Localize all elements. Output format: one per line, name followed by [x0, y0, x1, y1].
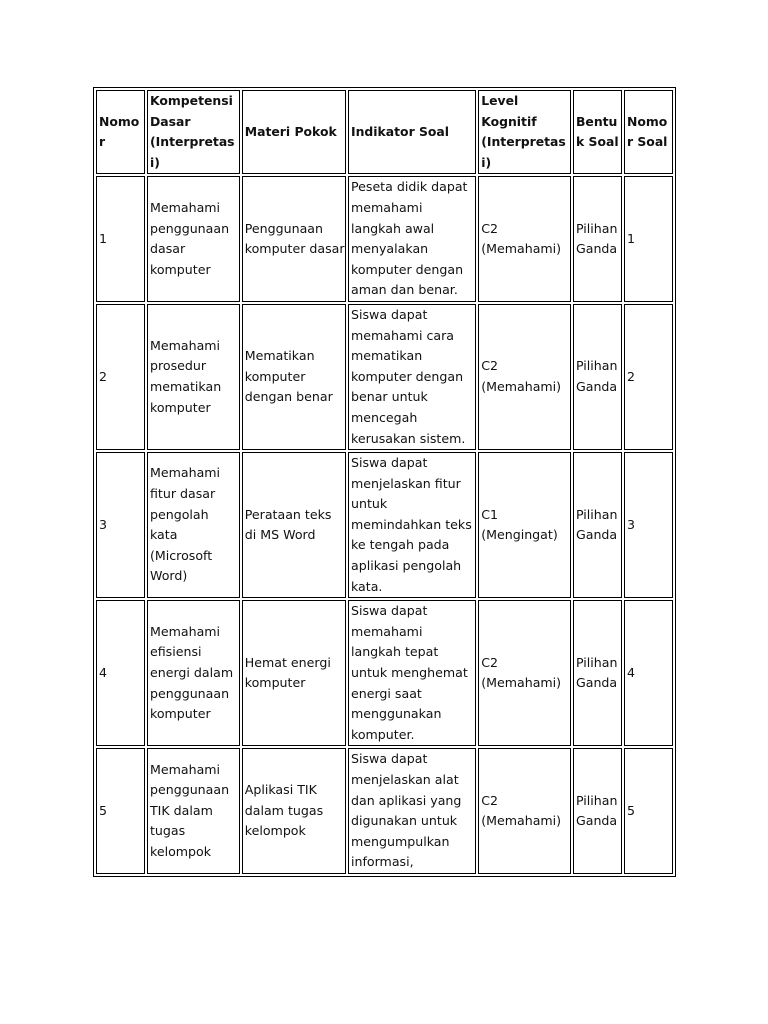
cell-bentuk-soal: Pilihan Ganda	[573, 304, 622, 450]
table-row	[96, 304, 673, 450]
header-nomor: Nomor	[96, 90, 145, 174]
table-row	[96, 600, 673, 746]
kisi-kisi-table	[93, 87, 676, 877]
cell-materi-pokok: Aplikasi TIK dalam tugas kelompok	[242, 748, 346, 874]
cell-level-kognitif: C2 (Memahami)	[478, 600, 571, 746]
cell-bentuk-soal: Pilihan Ganda	[573, 748, 622, 874]
header-bentuk-soal: Bentuk Soal	[573, 90, 622, 174]
cell-kompetensi-dasar: Memahami efisiensi energi dalam penggunaan komputer	[147, 600, 240, 746]
cell-indikator-soal: Peseta didik dapat memahami langkah awal menyalakan komputer dengan aman dan benar.	[348, 176, 476, 302]
cell-bentuk-soal: Pilihan Ganda	[573, 600, 622, 746]
cell-bentuk-soal: Pilihan Ganda	[573, 452, 622, 598]
table-row	[96, 748, 673, 874]
cell-kompetensi-dasar: Memahami fitur dasar pengolah kata (Microsoft Word)	[147, 452, 240, 598]
cell-indikator-soal: Siswa dapat memahami cara mematikan komputer dengan benar untuk mencegah kerusakan sistem.	[348, 304, 476, 450]
cell-nomor: 2	[96, 304, 145, 450]
header-materi-pokok: Materi Pokok	[242, 90, 346, 174]
cell-kompetensi-dasar: Memahami prosedur mematikan komputer	[147, 304, 240, 450]
cell-level-kognitif: C2 (Memahami)	[478, 304, 571, 450]
cell-nomor: 3	[96, 452, 145, 598]
cell-materi-pokok: Hemat energi komputer	[242, 600, 346, 746]
cell-level-kognitif: C2 (Memahami)	[478, 176, 571, 302]
cell-bentuk-soal: Pilihan Ganda	[573, 176, 622, 302]
cell-nomor-soal: 2	[624, 304, 673, 450]
cell-materi-pokok: Mematikan komputer dengan benar	[242, 304, 346, 450]
cell-kompetensi-dasar: Memahami penggunaan TIK dalam tugas kelompok	[147, 748, 240, 874]
cell-indikator-soal: Siswa dapat menjelaskan fitur untuk memindahkan teks ke tengah pada aplikasi pengolah kata.	[348, 452, 476, 598]
cell-nomor: 5	[96, 748, 145, 874]
table-row	[96, 452, 673, 598]
header-nomor-soal: Nomor Soal	[624, 90, 673, 174]
cell-level-kognitif: C1 (Mengingat)	[478, 452, 571, 598]
header-indikator-soal: Indikator Soal	[348, 90, 476, 174]
cell-kompetensi-dasar: Memahami penggunaan dasar komputer	[147, 176, 240, 302]
table-header	[96, 90, 673, 174]
cell-materi-pokok: Perataan teks di MS Word	[242, 452, 346, 598]
table-body	[96, 176, 673, 874]
cell-indikator-soal: Siswa dapat memahami langkah tepat untuk menghemat energi saat menggunakan komputer.	[348, 600, 476, 746]
cell-level-kognitif: C2 (Memahami)	[478, 748, 571, 874]
cell-indikator-soal: Siswa dapat menjelaskan alat dan aplikasi yang digunakan untuk mengumpulkan informasi,	[348, 748, 476, 874]
header-row	[96, 90, 673, 174]
header-level-kognitif: Level Kognitif (Interpretasi)	[478, 90, 571, 174]
cell-nomor: 4	[96, 600, 145, 746]
cell-nomor-soal: 3	[624, 452, 673, 598]
cell-nomor-soal: 4	[624, 600, 673, 746]
cell-nomor-soal: 5	[624, 748, 673, 874]
table-row	[96, 176, 673, 302]
cell-nomor-soal: 1	[624, 176, 673, 302]
cell-materi-pokok: Penggunaan komputer dasar	[242, 176, 346, 302]
cell-nomor: 1	[96, 176, 145, 302]
header-kompetensi-dasar: Kompetensi Dasar (Interpretasi)	[147, 90, 240, 174]
